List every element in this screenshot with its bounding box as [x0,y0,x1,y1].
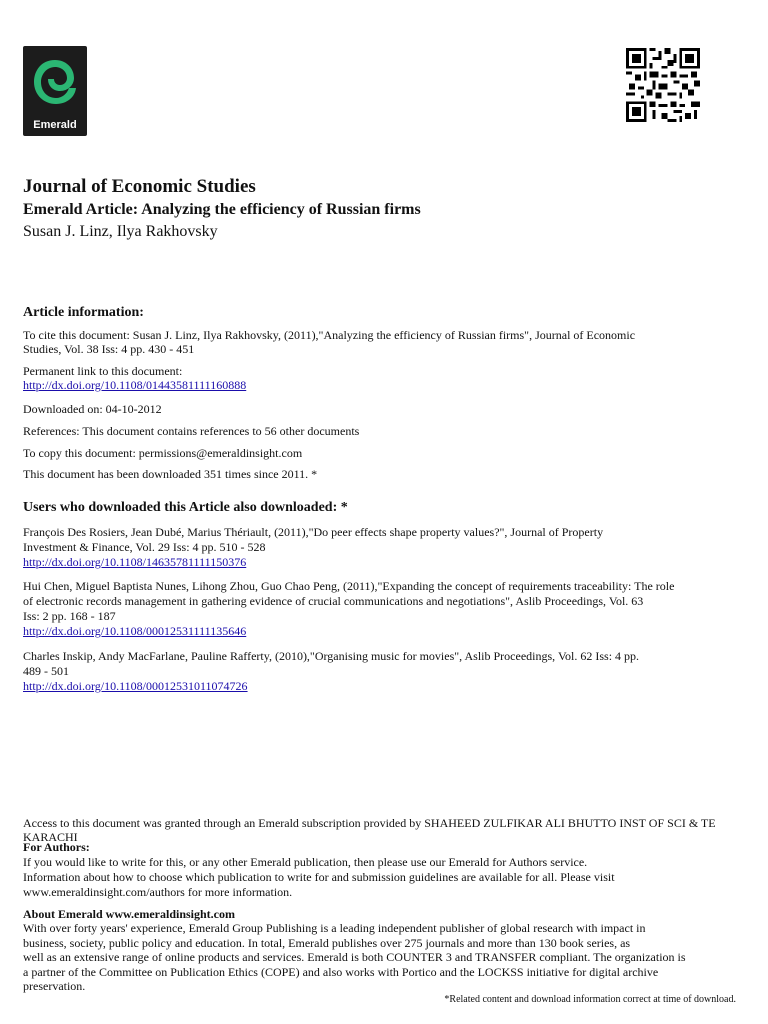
about-line-3: well as an extensive range of online products and services. Emerald is both COUNTER 3 and TRANSFER compliant. The organization is [23,950,686,964]
access-line-1: Access to this document was granted through an Emerald subscription provided by SHAHEED ZULFIKAR ALI BHUTTO INST OF SCI & TE [23,816,716,830]
journal-title: Journal of Economic Studies [23,176,256,197]
for-authors-line-3: www.emeraldinsight.com/authors for more information. [23,885,293,899]
for-authors-heading: For Authors: [23,840,90,854]
qr-code-icon [626,48,700,122]
for-authors-line-1: If you would like to write for this, or any other Emerald publication, then please use our Emerald for Authors service. [23,855,588,869]
permalink-link[interactable]: http://dx.doi.org/10.1108/01443581111160888 [23,378,247,392]
related-item-1-line-1: François Des Rosiers, Jean Dubé, Marius Thériault, (2011),"Do peer effects shape property values?", Journal of Property [23,525,604,539]
logo-brand-text: Emerald [33,119,77,131]
footnote: *Related content and download information correct at time of download. [444,994,736,1005]
related-item-2-link[interactable]: http://dx.doi.org/10.1108/00012531111135646 [23,624,247,638]
download-count: This document has been downloaded 351 times since 2011. * [23,467,318,481]
for-authors-line-2: Information about how to choose which publication to write for and submission guidelines are available for all. Please visit [23,870,615,884]
about-line-4: a partner of the Committee on Publication Ethics (COPE) and also works with Portico and the LOCKSS initiative for digital archive [23,965,659,979]
related-item-2-line-1: Hui Chen, Miguel Baptista Nunes, Lihong Zhou, Guo Chao Peng, (2011),"Expanding the concept of requirements traceability: The role [23,579,675,593]
emerald-logo [23,46,87,136]
related-item-3-line-1: Charles Inskip, Andy MacFarlane, Pauline Rafferty, (2010),"Organising music for movies", Aslib Proceedings, Vol. 62 Iss: 4 pp. [23,649,640,663]
emerald-swirl-icon [29,54,81,112]
related-item-1-line-2: Investment & Finance, Vol. 29 Iss: 4 pp. 510 - 528 [23,540,266,554]
downloaded-on: Downloaded on: 04-10-2012 [23,402,162,416]
related-item-2-line-2: of electronic records management in gathering evidence of crucial communications and negotiations", Aslib Proceedings, Vol. 63 [23,594,644,608]
article-info-heading: Article information: [23,305,144,320]
related-item-3-link[interactable]: http://dx.doi.org/10.1108/00012531011074726 [23,679,248,693]
copy-permissions: To copy this document: permissions@emeraldinsight.com [23,446,303,460]
about-line-2: business, society, public policy and education. In total, Emerald publishes over 275 journals and more than 130 book series, as [23,936,631,950]
related-item-3-line-2: 489 - 501 [23,664,69,678]
permalink-label: Permanent link to this document: [23,364,183,378]
citation-line-2: Studies, Vol. 38 Iss: 4 pp. 430 - 451 [23,342,195,356]
about-line-5: preservation. [23,979,86,993]
related-item-1-link[interactable]: http://dx.doi.org/10.1108/14635781111150376 [23,555,247,569]
access-line-2: KARACHI [23,830,78,844]
article-authors: Susan J. Linz, Ilya Rakhovsky [23,223,218,240]
related-item-2-line-3: Iss: 2 pp. 168 - 187 [23,609,116,623]
references-count: References: This document contains references to 56 other documents [23,424,360,438]
citation-line-1: To cite this document: Susan J. Linz, Ilya Rakhovsky, (2011),"Analyzing the efficiency of Russian firms", Journal of Economic [23,328,636,342]
about-line-1: With over forty years' experience, Emerald Group Publishing is a leading independent publisher of global research with impact in [23,921,646,935]
about-heading: About Emerald www.emeraldinsight.com [23,907,235,921]
also-downloaded-heading: Users who downloaded this Article also downloaded: * [23,500,348,515]
article-title: Emerald Article: Analyzing the efficiency of Russian firms [23,201,421,218]
